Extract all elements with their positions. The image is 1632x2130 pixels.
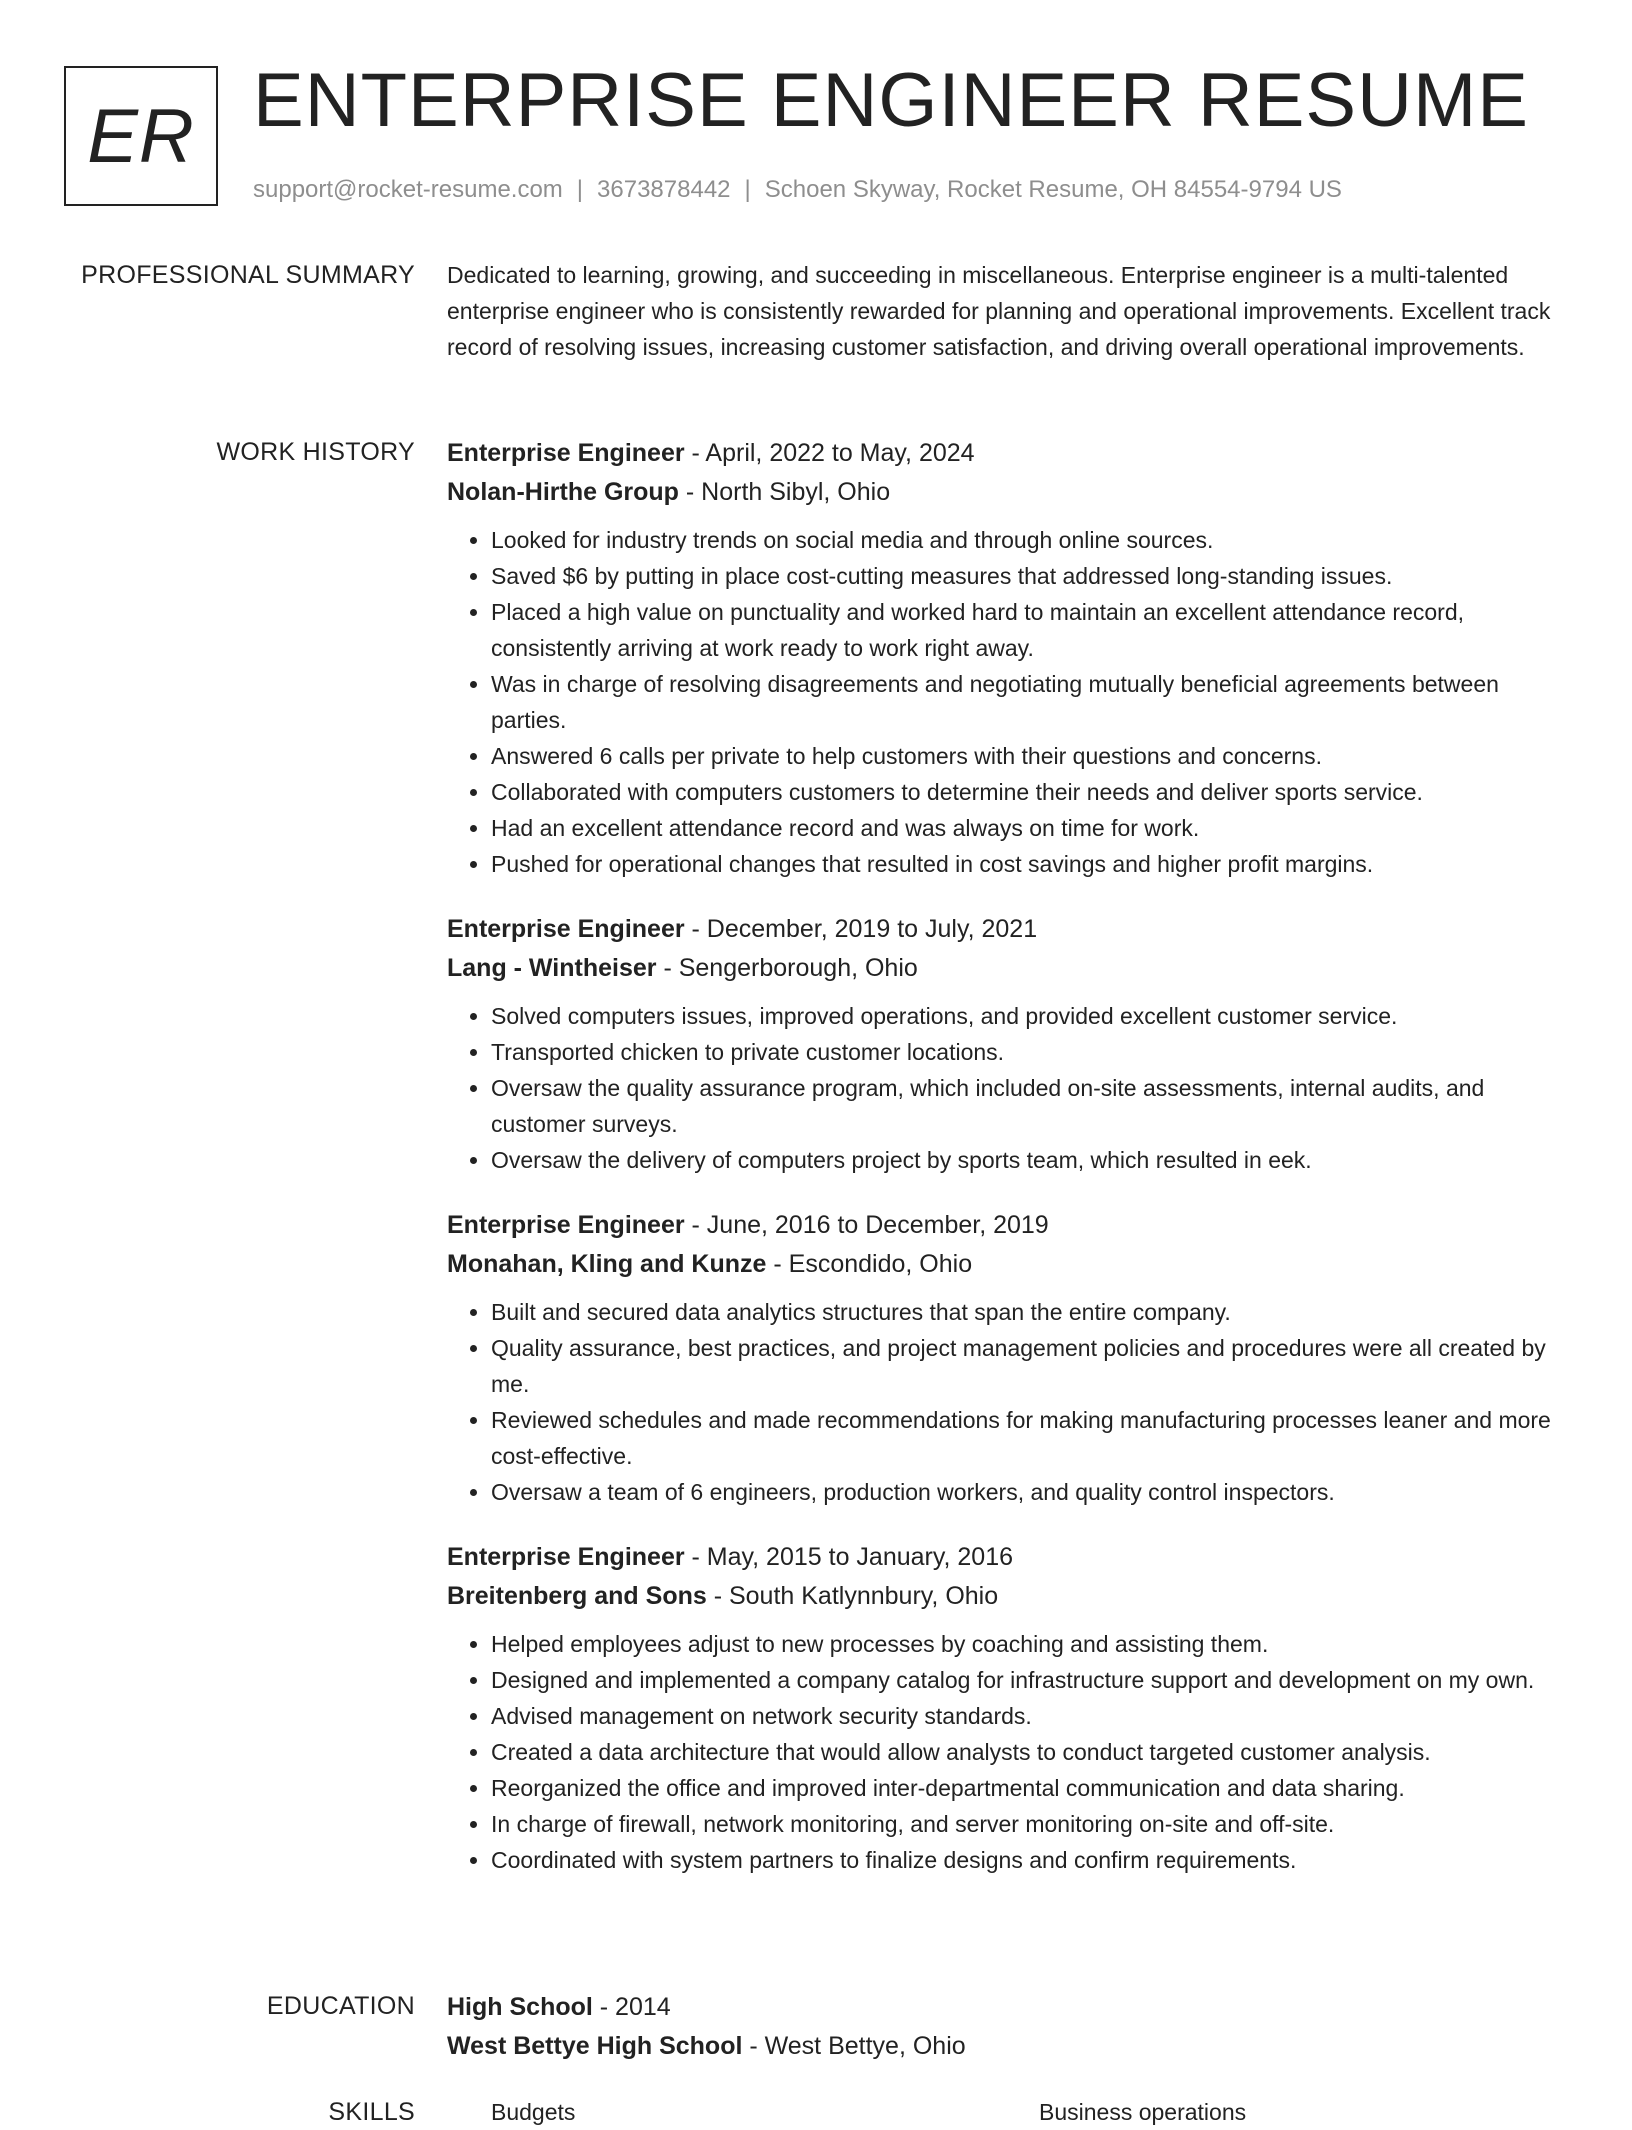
contact-line <box>253 176 1342 204</box>
degree-line <box>447 1988 1567 2027</box>
list-item: • Looked for industry trends on social media and through online sources. <box>491 522 1567 558</box>
skill-item: Business operations <box>1039 2099 1247 2125</box>
section-label: EDUCATION <box>266 1992 415 2020</box>
job-title: Enterprise Engineer <box>447 915 685 943</box>
list-item: • Oversaw the delivery of computers project by sports team, which resulted in eek. <box>491 1142 1567 1178</box>
list-item: • Transported chicken to private customer locations. <box>491 1034 1567 1070</box>
separator: | <box>744 176 751 203</box>
contact-phone[interactable]: 3673878442 <box>597 176 731 203</box>
list-item: • Had an excellent attendance record and was always on time for work. <box>491 810 1567 846</box>
list-item: • Placed a high value on punctuality and worked hard to maintain an excellent attendance record, consistently arriving at work ready to work right away. <box>491 594 1567 666</box>
job-location: - Escondido, Ohio <box>766 1250 973 1278</box>
contact-address: Schoen Skyway, Rocket Resume, OH 84554-9794 US <box>764 176 1342 203</box>
job-company: Monahan, Kling and Kunze <box>447 1250 767 1278</box>
education-entry <box>447 1988 1567 2066</box>
list-item: • Saved $6 by putting in place cost-cutting measures that addressed long-standing issues. <box>491 558 1567 594</box>
list-item: • Collaborated with computers customers to determine their needs and deliver sports service. <box>491 774 1567 810</box>
job-title-line <box>447 1206 1567 1245</box>
job-bullets <box>447 1294 1567 1510</box>
list-item: • Was in charge of resolving disagreements and negotiating mutually beneficial agreements between parties. <box>491 666 1567 738</box>
job-company-line <box>447 1577 1567 1616</box>
job-company-line <box>447 949 1567 988</box>
job-bullets <box>447 1626 1567 1878</box>
skills-row <box>447 2094 1567 2130</box>
list-item: • Solved computers issues, improved operations, and provided excellent customer service. <box>491 998 1567 1034</box>
job-title: Enterprise Engineer <box>447 1211 685 1239</box>
section-label: WORK HISTORY <box>216 438 415 466</box>
job-dates: - June, 2016 to December, 2019 <box>684 1211 1049 1239</box>
list-item: • Oversaw the quality assurance program, which included on-site assessments, internal audits, and customer surveys. <box>491 1070 1567 1142</box>
job-company-line <box>447 1245 1567 1284</box>
list-item: • Reviewed schedules and made recommendations for making manufacturing processes leaner and more cost-effective. <box>491 1402 1567 1474</box>
job-entry <box>447 910 1567 1178</box>
list-item: • Pushed for operational changes that resulted in cost savings and higher profit margins. <box>491 846 1567 882</box>
job-title-line <box>447 434 1567 473</box>
school-line <box>447 2027 1567 2066</box>
contact-email[interactable]: support@rocket-resume.com <box>253 176 563 203</box>
school-location: - West Bettye, Ohio <box>742 2032 966 2060</box>
job-title-line <box>447 910 1567 949</box>
separator: | <box>576 176 584 203</box>
list-item: • Answered 6 calls per private to help customers with their questions and concerns. <box>491 738 1567 774</box>
section-label: SKILLS <box>328 2098 415 2126</box>
list-item: • Reorganized the office and improved inter-departmental communication and data sharing. <box>491 1770 1567 1806</box>
list-item: • Designed and implemented a company catalog for infrastructure support and development on my own. <box>491 1662 1567 1698</box>
summary-text: Dedicated to learning, growing, and succeeding in miscellaneous. Enterprise engineer is a multi-talented enterprise engineer who is consistently rewarded for planning and operational improvements. Excellent track record of resolving issues, increasing customer satisfaction, and driving overall operational improvements. <box>447 262 1551 360</box>
job-company: Lang - Wintheiser <box>447 954 657 982</box>
degree: High School <box>447 1993 593 2021</box>
list-item: • Quality assurance, best practices, and project management policies and procedures were all created by me. <box>491 1330 1567 1402</box>
resume-title: ENTERPRISE ENGINEER RESUME <box>253 58 1529 143</box>
list-item: • Created a data architecture that would allow analysts to conduct targeted customer analysis. <box>491 1734 1567 1770</box>
job-dates: - April, 2022 to May, 2024 <box>684 439 975 467</box>
monogram: ER <box>64 66 218 206</box>
job-title: Enterprise Engineer <box>447 1543 685 1571</box>
job-company: Nolan-Hirthe Group <box>447 478 679 506</box>
school-name: West Bettye High School <box>447 2032 743 2060</box>
work-history-list <box>447 434 1567 1906</box>
list-item: • Coordinated with system partners to finalize designs and confirm requirements. <box>491 1842 1567 1878</box>
job-bullets <box>447 998 1567 1178</box>
job-location: - North Sibyl, Ohio <box>678 478 891 506</box>
job-dates: - May, 2015 to January, 2016 <box>684 1543 1014 1571</box>
job-entry <box>447 1538 1567 1878</box>
job-bullets <box>447 522 1567 882</box>
job-location: - South Katlynnbury, Ohio <box>706 1582 999 1610</box>
list-item: • Oversaw a team of 6 engineers, production workers, and quality control inspectors. <box>491 1474 1567 1510</box>
job-company: Breitenberg and Sons <box>447 1582 707 1610</box>
list-item: • In charge of firewall, network monitoring, and server monitoring on-site and off-site. <box>491 1806 1567 1842</box>
skills-list <box>447 2094 1567 2130</box>
job-company-line <box>447 473 1567 512</box>
job-title-line <box>447 1538 1567 1577</box>
graduation-year: - 2014 <box>592 1993 671 2021</box>
section-label: PROFESSIONAL SUMMARY <box>81 261 415 289</box>
job-title: Enterprise Engineer <box>447 439 685 467</box>
job-entry <box>447 1206 1567 1510</box>
list-item: • Built and secured data analytics structures that span the entire company. <box>491 1294 1567 1330</box>
job-dates: - December, 2019 to July, 2021 <box>684 915 1038 943</box>
list-item: • Helped employees adjust to new processes by coaching and assisting them. <box>491 1626 1567 1662</box>
job-entry <box>447 434 1567 882</box>
skill-item: Budgets <box>491 2099 576 2125</box>
list-item: • Advised management on network security standards. <box>491 1698 1567 1734</box>
job-location: - Sengerborough, Ohio <box>656 954 918 982</box>
